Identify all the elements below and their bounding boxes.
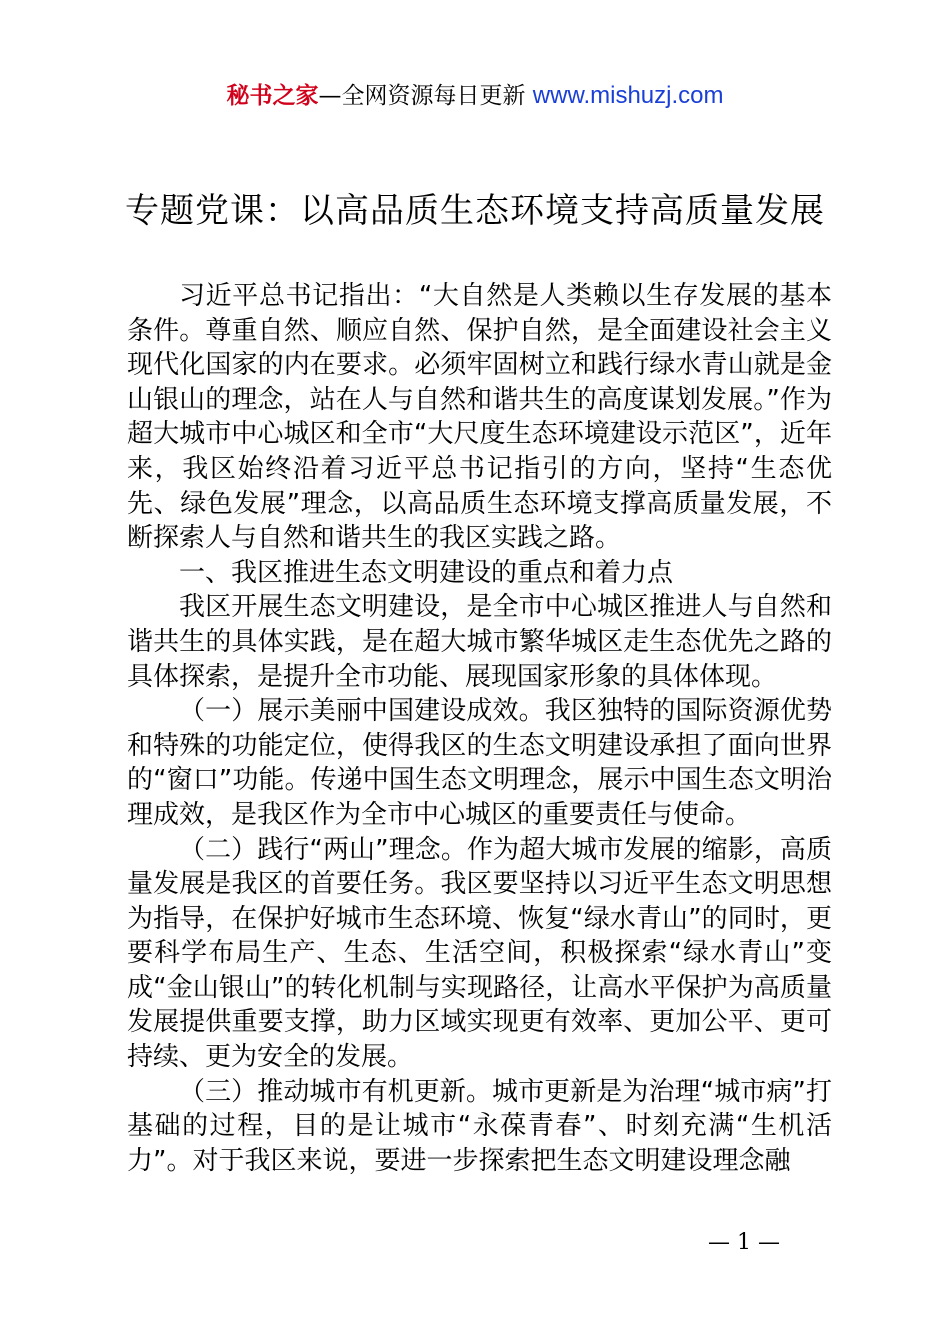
section-heading: 一、我区推进生态文明建设的重点和着力点	[179, 557, 674, 588]
paragraph-point-1: （一）展示美丽中国建设成效。我区独特的国际资源优势和特殊的功能定位，使得我区的生态文明建设承担了面向世界的“窗口”功能。传递中国生态文明理念，展示中国生态文明治理成效，是我区作为全市中心城区的重要责任与使命。	[127, 696, 832, 830]
site-tagline: —全网资源每日更新	[318, 83, 533, 109]
page-number: — 1 —	[708, 1230, 780, 1255]
paragraph-overview: 我区开展生态文明建设，是全市中心城区推进人与自然和谐共生的具体实践，是在超大城市繁华城区走生态优先之路的具体探索，是提升全市功能、展现国家形象的具体体现。	[127, 592, 832, 692]
document-body	[127, 279, 832, 1178]
site-url-link[interactable]: www.mishuzj.com	[532, 82, 724, 109]
site-brand: 秘书之家	[226, 83, 319, 109]
paragraph-intro: 习近平总书记指出：“大自然是人类赖以生存发展的基本条件。尊重自然、顺应自然、保护自然，是全面建设社会主义现代化国家的内在要求。必须牢固树立和践行绿水青山就是金山银山的理念，站在人与自然和谐共生的高度谋划发展。”作为超大城市中心城区和全市“大尺度生态环境建设示范区”，近年来，我区始终沿着习近平总书记指引的方向，坚持“生态优先、绿色发展”理念，以高品质生态环境支撑高质量发展，不断探索人与自然和谐共生的我区实践之路。	[127, 281, 832, 554]
site-header	[0, 80, 950, 112]
document-title: 专题党课：以高品质生态环境支持高质量发展	[125, 191, 825, 231]
paragraph-point-3: （三）推动城市有机更新。城市更新是为治理“城市病”打基础的过程，目的是让城市“永葆青春”、时刻充满“生机活力”。对于我区来说，要进一步探索把生态文明建设理念融	[127, 1076, 832, 1176]
paragraph-point-2: （二）践行“两山”理念。作为超大城市发展的缩影，高质量发展是我区的首要任务。我区要坚持以习近平生态文明思想为指导，在保护好城市生态环境、恢复“绿水青山”的同时，更要科学布局生产、生态、生活空间，积极探索“绿水青山”变成“金山银山”的转化机制与实现路径，让高水平保护为高质量发展提供重要支撑，助力区域实现更有效率、更加公平、更可持续、更为安全的发展。	[127, 834, 832, 1073]
